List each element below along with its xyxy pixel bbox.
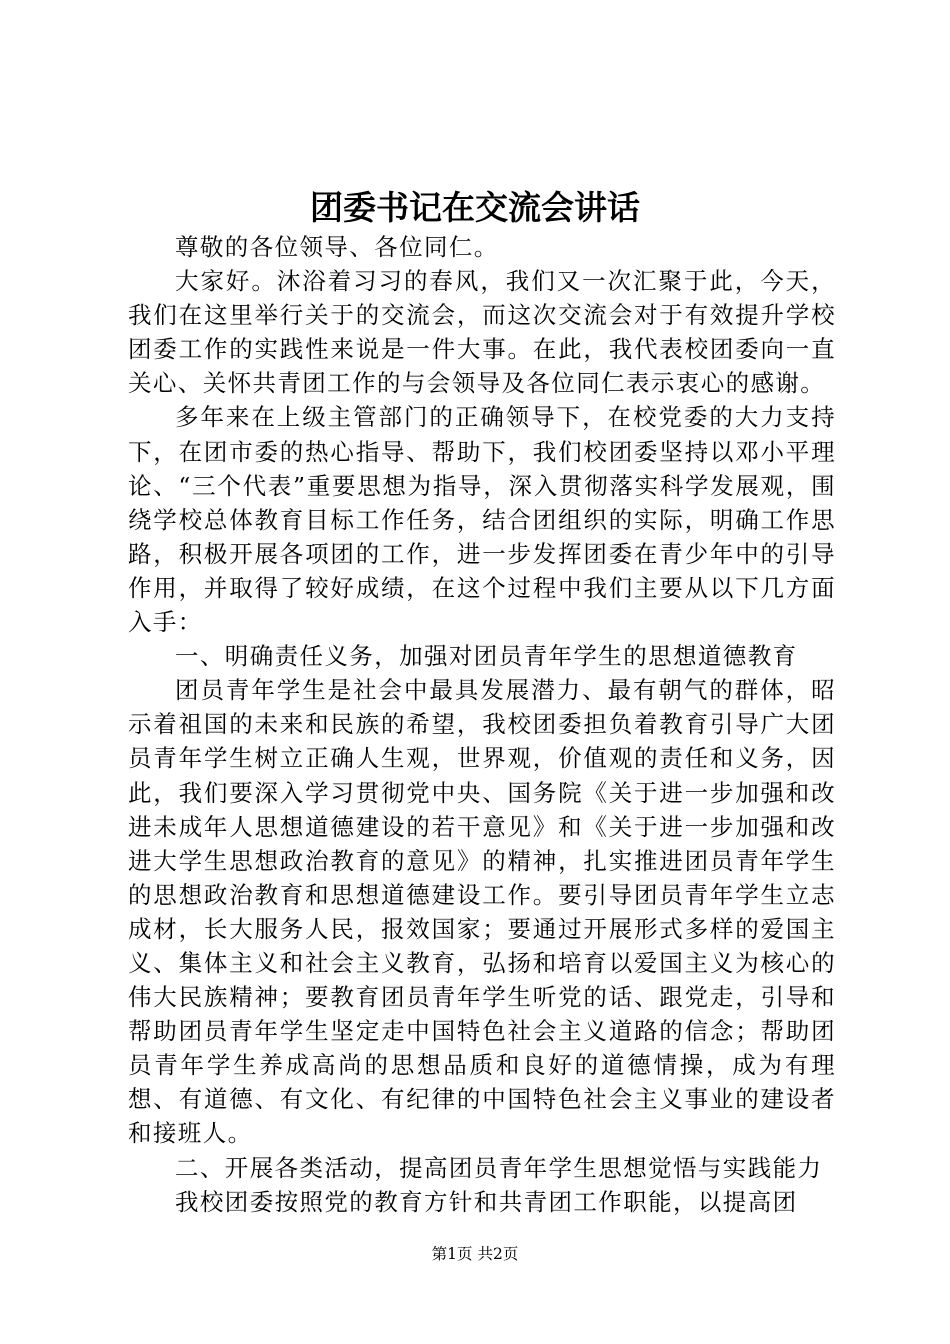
paragraph-greeting: 大家好。沐浴着习习的春风，我们又一次汇聚于此，今天，我们在这里举行关于的交流会，而这次交流会对于有效提升学校团委工作的实践性来说是一件大事。在此，我代表校团委向一直关心、关怀共青团工作的与会领导及各位同仁表示衷心的感谢。 (128, 267, 836, 398)
paragraph-overview: 多年来在上级主管部门的正确领导下，在校党委的大力支持下，在团市委的热心指导、帮助下，我们校团委坚持以邓小平理论、“三个代表”重要思想为指导，深入贯彻落实科学发展观，围绕学校总体教育目标工作任务，结合团组织的实际，明确工作思路，积极开展各项团的工作，进一步发挥团委在青少年中的引导作用，并取得了较好成绩，在这个过程中我们主要从以下几方面入手： (128, 403, 836, 637)
section-heading-1: 一、明确责任义务，加强对团员青年学生的思想道德教育 (175, 642, 798, 671)
page-footer: 第1页 共2页 (431, 1245, 519, 1263)
paragraph-section-1: 团员青年学生是社会中最具发展潜力、最有朝气的群体，昭示着祖国的未来和民族的希望，我校团委担负着教育引导广大团员青年学生树立正确人生观，世界观，价值观的责任和义务，因此，我们要深入学习贯彻党中央、国务院《关于进一步加强和改进未成年人思想道德建设的若干意见》和《关于进一步加强和改进大学生思想政治教育的意见》的精神，扎实推进团员青年学生的思想政治教育和思想道德建设工作。要引导团员青年学生立志成材，长大服务人民，报效国家；要通过开展形式多样的爱国主义、集体主义和社会主义教育，弘扬和培育以爱国主义为核心的伟大民族精神；要教育团员青年学生听党的话、跟党走，引导和帮助团员青年学生坚定走中国特色社会主义道路的信念；帮助团员青年学生养成高尚的思想品质和良好的道德情操，成为有理想、有道德、有文化、有纪律的中国特色社会主义事业的建设者和接班人。 (128, 676, 836, 1148)
paragraph-section-2: 我校团委按照党的教育方针和共青团工作职能，以提高团 (175, 1187, 798, 1216)
salutation: 尊敬的各位领导、各位同仁。 (175, 233, 499, 261)
document-title: 团委书记在交流会讲话 (310, 188, 640, 227)
document-body (128, 230, 836, 1219)
section-heading-2: 二、开展各类活动，提高团员青年学生思想觉悟与实践能力 (175, 1153, 823, 1182)
